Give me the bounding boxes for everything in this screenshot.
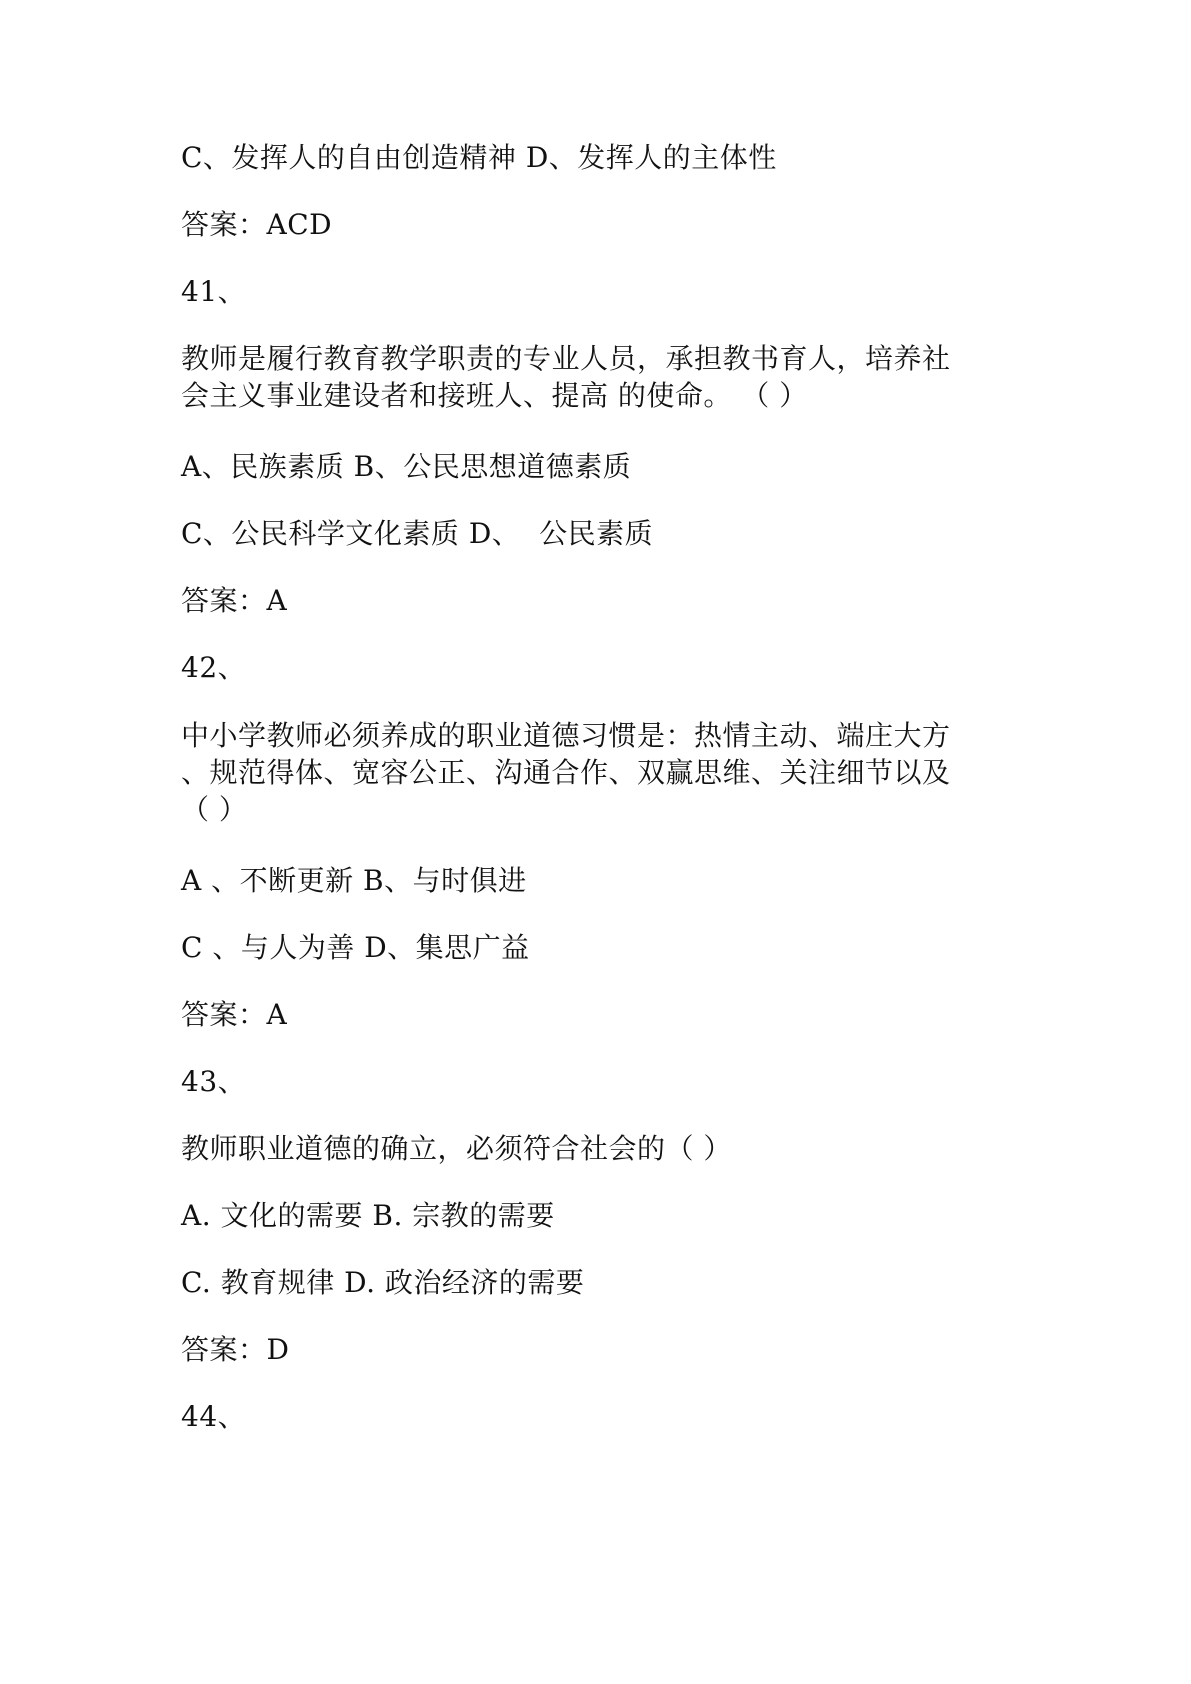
answer-q40: 答案：ACD (181, 208, 333, 241)
question-text-43: 教师职业道德的确立，必须符合社会的（ ） (181, 1132, 732, 1165)
option-line-cd-q40: C、发挥人的自由创造精神 D、发挥人的主体性 (181, 141, 777, 174)
answer-q41: 答案：A (181, 584, 288, 617)
question-number-42: 42、 (181, 651, 247, 684)
answer-q43: 答案：D (181, 1333, 290, 1366)
answer-q42: 答案：A (181, 998, 288, 1031)
question-number-41: 41、 (181, 275, 247, 308)
option-line-cd-q43: C. 教育规律 D. 政治经济的需要 (181, 1266, 585, 1299)
question-text-41-line-1: 教师是履行教育教学职责的专业人员，承担教书育人，培养社 (181, 342, 951, 375)
question-text-41 (181, 340, 1001, 414)
question-text-42-line-3: （ ） (181, 793, 248, 826)
question-number-44: 44、 (181, 1400, 247, 1433)
option-line-cd-q41: C、公民科学文化素质 D、 公民素质 (181, 517, 654, 550)
question-text-42 (181, 717, 1001, 828)
option-line-ab-q42: A 、不断更新 B、与时俱进 (181, 864, 527, 897)
option-line-cd-q42: C 、与人为善 D、集思广益 (181, 931, 530, 964)
option-line-ab-q43: A. 文化的需要 B. 宗教的需要 (181, 1199, 555, 1232)
question-text-42-line-2: 、规范得体、宽容公正、沟通合作、双赢思维、关注细节以及 (181, 756, 951, 789)
option-line-ab-q41: A、民族素质 B、公民思想道德素质 (181, 450, 632, 483)
question-number-43: 43、 (181, 1065, 247, 1098)
question-text-42-line-1: 中小学教师必须养成的职业道德习惯是：热情主动、端庄大方 (181, 719, 951, 752)
question-text-41-line-2: 会主义事业建设者和接班人、提高 的使命。 （ ） (181, 379, 808, 412)
